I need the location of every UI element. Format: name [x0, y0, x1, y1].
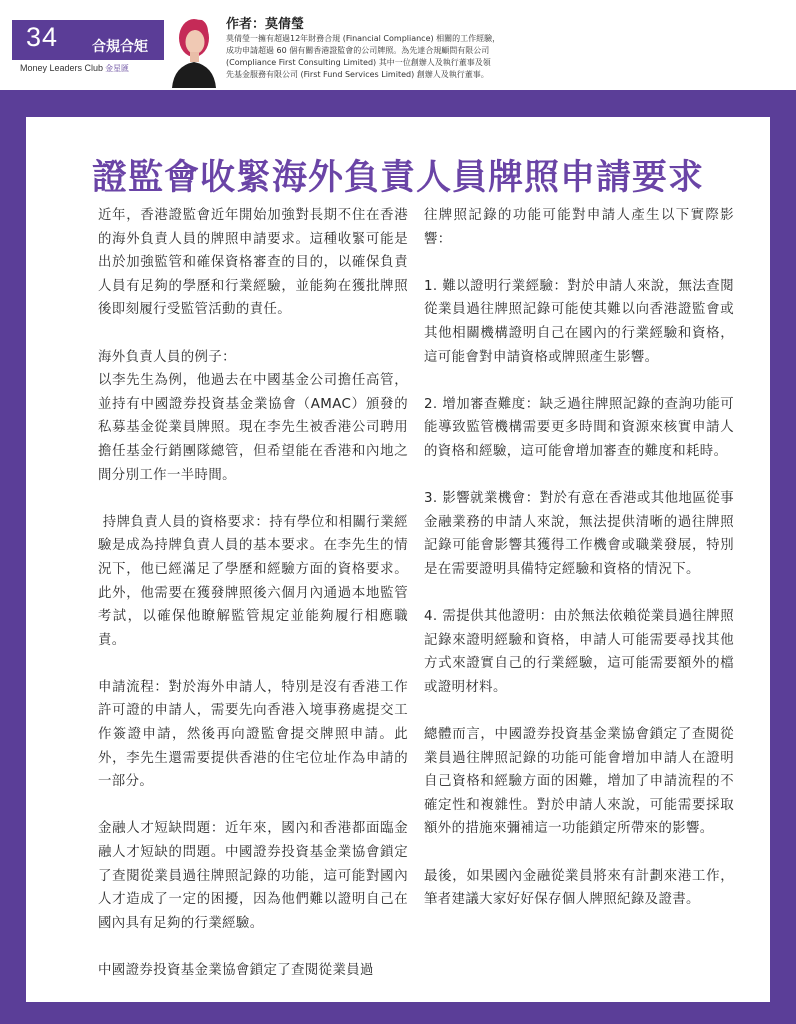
page-number: 34: [26, 22, 59, 52]
paragraph: 海外負責人員的例子： 以李先生為例，他過去在中國基金公司擔任高管，並持有中國證券投資基金業協會（AMAC）頒發的私募基金從業員牌照。現在李先生被香港公司聘用擔任基金行銷團隊總管，但希望能在香港和內地之間分別工作一半時間。: [98, 349, 408, 483]
paragraph: 中國證券投資基金業協會鎖定了查閱從業員過: [98, 963, 374, 978]
article-title: 證監會收緊海外負責人員牌照申請要求: [91, 158, 704, 198]
paragraph: 2. 增加審查難度：缺乏過往牌照記錄的查詢功能可能導致監管機構需要更多時間和資源來核實申請人的資格和經驗，這可能會增加審查的難度和耗時。: [424, 396, 734, 459]
paragraph: 往牌照記錄的功能可能對申請人產生以下實際影響：: [424, 208, 734, 247]
paragraph: 4. 需提供其他證明：由於無法依賴從業員過往牌照記錄來證明經驗和資格，申請人可能需要尋找其他方式來證實自己的行業經驗，這可能需要額外的檔或證明材料。: [424, 609, 734, 695]
paragraph: 持牌負責人員的資格要求：持有學位和相關行業經驗是成為持牌負責人員的基本要求。在李先生的情況下，他已經滿足了學歷和經驗方面的資格要求。此外，他需要在獲發牌照後六個月內通過本地監管考試，以確保他瞭解監管規定並能夠履行相應職責。: [98, 514, 408, 648]
article-right-column: [424, 204, 734, 912]
author-title: 作者：莫倩瑩: [226, 17, 305, 32]
section-title: 合規合矩: [92, 39, 148, 55]
author-bio: 莫倩瑩一擁有超過12年財務合規 (Financial Compliance) 相關的工作經驗， 成功申請超過 60 個有關香港證監會的公司牌照。為先達合規顧問有限公司 (Compliance First Consulting Limited) 其中一位創辦人及執行董事及領 先基金服務有限公司 (First Fund Services Limited) 創辦人及執行董事。: [226, 34, 501, 79]
club-name-zh: 金星匯: [105, 64, 130, 73]
author-avatar: [168, 8, 220, 88]
paragraph: 最後，如果國內金融從業員將來有計劃來港工作，筆者建議大家好好保存個人牌照紀錄及證書。: [424, 868, 734, 908]
paragraph: 近年，香港證監會近年開始加強對長期不住在香港的海外負責人員的牌照申請要求。這種收緊可能是出於加強監管和確保資格審查的目的，以確保負責人員有足夠的學歷和行業經驗，並能夠在獲批牌照後即刻履行受監管活動的責任。: [98, 208, 408, 318]
paragraph: 1. 難以證明行業經驗：對於申請人來說，無法查閱從業員過往牌照記錄可能使其難以向香港證監會或其他相關機構證明自己在國內的行業經驗和資格，這可能會對申請資格或牌照產生影響。: [424, 278, 734, 365]
paragraph: 3. 影響就業機會：對於有意在香港或其他地區從事金融業務的申請人來說，無法提供清晰的過往牌照記錄可能會影響其獲得工作機會或職業發展，特別是在需要證明具備特定經驗和資格的情況下。: [424, 491, 734, 577]
club-name-en: Money Leaders Club: [20, 63, 104, 73]
club-name: [20, 63, 129, 74]
paragraph: 總體而言，中國證券投資基金業協會鎖定了查閱從業員過往牌照記錄的功能可能會增加申請人在證明自己資格和經驗方面的困難，增加了申請流程的不確定性和複雜性。對於申請人來說，可能需要採取額外的措施來彌補這一功能鎖定所帶來的影響。: [424, 727, 734, 837]
paragraph: 申請流程：對於海外申請人，特別是沒有香港工作許可證的申請人，需要先向香港入境事務處提交工作簽證申請，然後再向證監會提交牌照申請。此外，李先生還需要提供香港的住宅位址作為申請的一部分。: [98, 679, 408, 790]
paragraph: 金融人才短缺問題：近年來，國內和香港都面臨金融人才短缺的問題。中國證券投資基金業協會鎖定了查閱從業員過往牌照記錄的功能，這可能對國內人才造成了一定的困擾，因為他們難以證明自己在國內具有足夠的行業經驗。: [98, 821, 408, 931]
page-header: [0, 0, 796, 90]
article-left-column: [98, 204, 408, 983]
